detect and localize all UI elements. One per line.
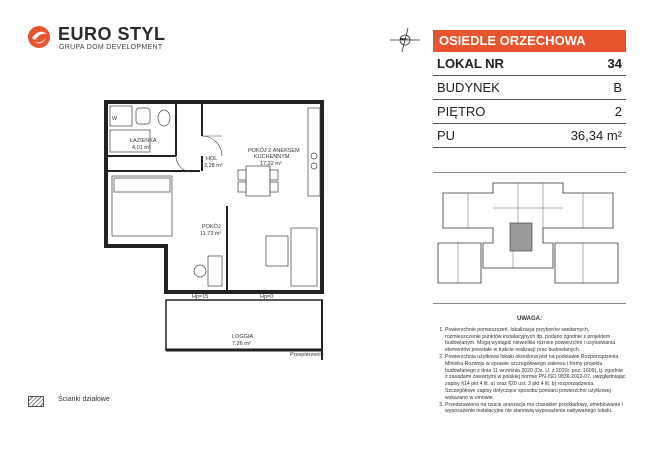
info-label: PU xyxy=(437,128,456,143)
brand-name: EURO STYL xyxy=(58,24,166,44)
room-name-salon: POKÓJ Z ANEKSEM xyxy=(248,148,300,154)
room-name-lazienka: ŁAZIENKA xyxy=(130,138,157,144)
info-row-lokal xyxy=(433,52,626,76)
room-name-pokoj: POKÓJ xyxy=(202,224,221,230)
room-area-salon: 17,32 m² xyxy=(260,161,282,167)
wm-label: W xyxy=(112,116,118,122)
notes-list xyxy=(433,327,626,415)
info-row-pietro xyxy=(433,100,626,124)
info-label: LOKAL NR xyxy=(437,56,504,71)
room-area-lazienka: 4,01 m² xyxy=(132,145,151,151)
hp-label-1: Hp=15 xyxy=(192,294,209,300)
highlighted-unit xyxy=(510,223,532,251)
unit-info-table xyxy=(433,30,626,148)
estate-title: OSIEDLE ORZECHOWA xyxy=(433,30,626,52)
logo xyxy=(26,22,166,56)
notes xyxy=(433,316,626,415)
notes-title: UWAGA: xyxy=(517,316,542,322)
room-name-salon-2: KUCHENNYM xyxy=(254,154,290,160)
przepierzenie-label: Przepierzenie xyxy=(290,352,324,358)
brand-subtitle: GRUPA DOM DEVELOPMENT xyxy=(59,44,163,51)
info-value: 36,34 m² xyxy=(570,128,622,143)
room-name-hol: HOL xyxy=(206,156,218,162)
info-value: 2 xyxy=(614,104,622,119)
room-area-loggia: 7,26 m² xyxy=(232,341,251,347)
note-item: 2. Powierzchnia użytkowa lokalu określona jest na podstawie Rozporządzenia Ministra Rozwoju w sprawie szczegółowego zakresu i formy projektu budowlanego z dnia 11 września 2020 (Dz. U. z 2020r. poz. 1609), tj. zgodnie z zasadami zawartymi w polskiej normie PN-ISO 9836:2022-07, uwzględniając zapisy §14 pkt 4 lit. a) oraz §20 ust. 3 pkt 4 lit. b) rozporządzenia. Szczegółowe zapisy dotyczące sposobu pomiaru powierzchni użytkowej wskazano w umowie. xyxy=(445,354,626,402)
note-item: 1. Powierzchnie pomieszczeń, lokalizacja przyborów sanitarnych, rozmieszczenie punktów instalacyjnych itp. podano zgodnie z projektem budowlanym. Mogą wystąpić niewielkie różnice powierzchni i usytuowania elementów powstałe w trakcie realizacji prac budowlanych. xyxy=(445,327,626,354)
compass-icon xyxy=(388,26,422,54)
info-row-pu xyxy=(433,124,626,148)
info-row-budynek xyxy=(433,76,626,100)
room-name-loggia: LOGGIA xyxy=(232,334,254,340)
info-value: 34 xyxy=(607,56,622,71)
euro-styl-logo-icon xyxy=(26,24,52,50)
info-value: B xyxy=(613,80,622,95)
floor-plan xyxy=(96,96,336,376)
room-area-pokoj: 11,73 m² xyxy=(200,231,222,237)
partition-wall-swatch xyxy=(28,396,44,407)
building-key-plan xyxy=(433,172,626,304)
legend-label: Ścianki działowe xyxy=(58,396,110,403)
hp-label-2: Hp=0 xyxy=(260,294,274,300)
info-label: BUDYNEK xyxy=(437,80,500,95)
room-area-hol: 3,28 m² xyxy=(204,163,223,169)
info-label: PIĘTRO xyxy=(437,104,486,119)
note-item: 3. Przedstawiona na rzucie aranżacja ma charakter przykładowy, umeblowanie i wyposażenie instalacyjne nie stanowią wyposażenia nabywanego lokalu. xyxy=(445,402,626,416)
